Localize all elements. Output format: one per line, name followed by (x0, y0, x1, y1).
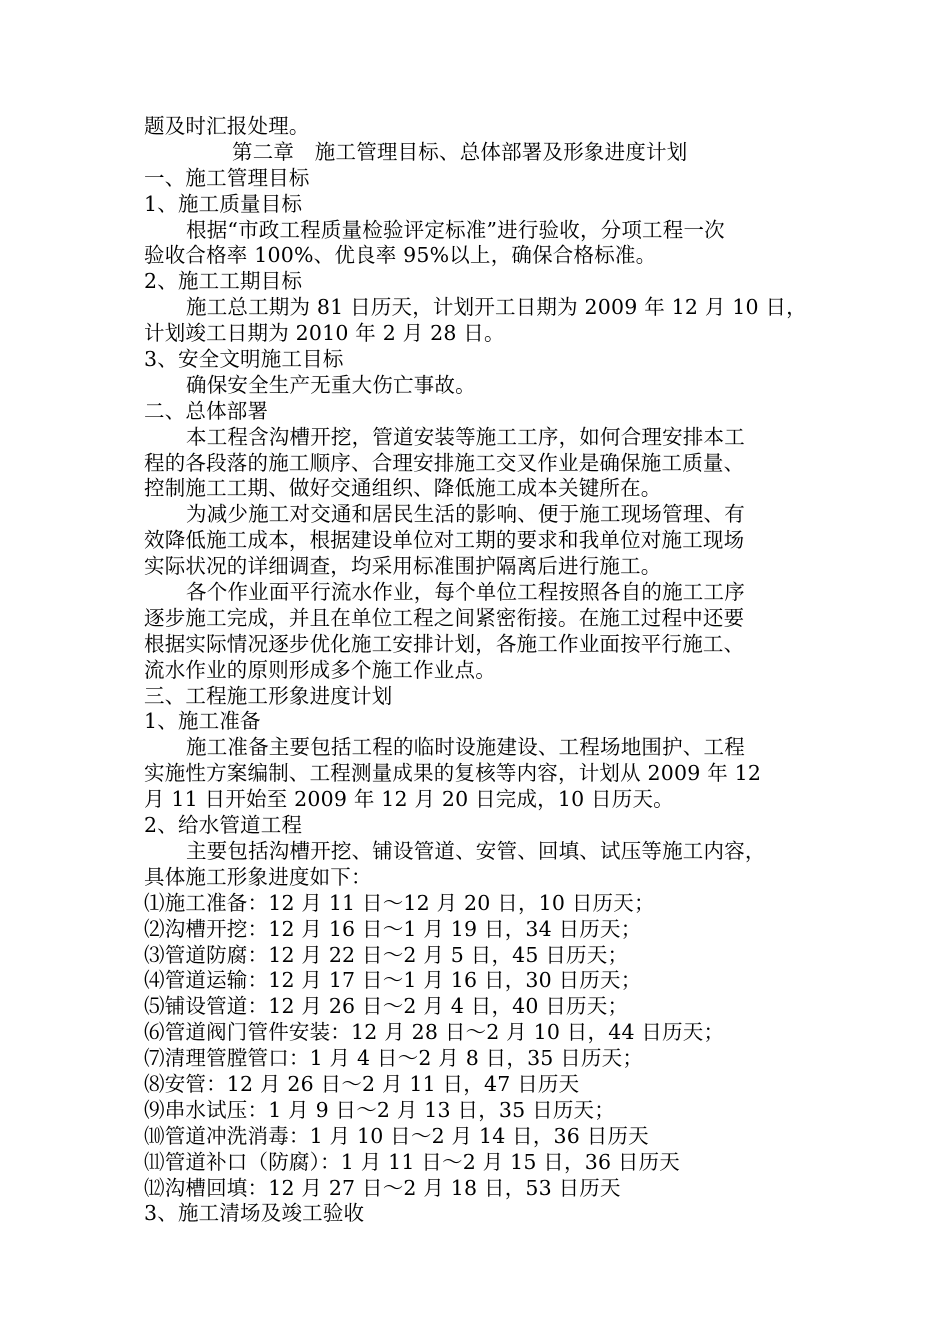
subsection-heading: 2、给水管道工程 (144, 813, 303, 838)
paragraph-line: 具体施工形象进度如下： (144, 864, 372, 889)
schedule-item: ⑵沟槽开挖：12 月 16 日～1 月 19 日，34 日历天； (144, 916, 642, 941)
subsection-heading: 1、施工准备 (144, 709, 261, 734)
paragraph-line: 逐步施工完成，并且在单位工程之间紧密衔接。在施工过程中还要 (144, 605, 745, 630)
paragraph-line: 实施性方案编制、工程测量成果的复核等内容，计划从 2009 年 12 (144, 761, 762, 786)
paragraph-line: 本工程含沟槽开挖，管道安装等施工工序，如何合理安排本工 (186, 424, 745, 449)
schedule-item: ⑹管道阀门管件安装：12 月 28 日～2 月 10 日，44 日历天； (144, 1020, 725, 1045)
schedule-item: ⑻安管：12 月 26 日～2 月 11 日，47 日历天 (144, 1071, 580, 1096)
schedule-item: ⑴施工准备：12 月 11 日～12 月 20 日，10 日历天； (144, 890, 655, 915)
paragraph-line: 主要包括沟槽开挖、铺设管道、安管、回填、试压等施工内容， (186, 838, 766, 863)
subsection-heading: 3、安全文明施工目标 (144, 347, 344, 372)
paragraph-line: 验收合格率 100%、优良率 95%以上，确保合格标准。 (144, 243, 657, 268)
paragraph-line: 月 11 日开始至 2009 年 12 月 20 日完成，10 日历天。 (144, 787, 674, 812)
paragraph-line: 根据“市政工程质量检验评定标准”进行验收，分项工程一次 (186, 217, 725, 242)
section-heading: 一、施工管理目标 (144, 165, 310, 190)
subsection-heading: 3、施工清场及竣工验收 (144, 1201, 365, 1226)
subsection-heading: 1、施工质量目标 (144, 191, 303, 216)
section-heading: 二、总体部署 (144, 398, 269, 423)
schedule-item: ⑼串水试压：1 月 9 日～2 月 13 日，35 日历天； (144, 1097, 615, 1122)
paragraph-line: 施工准备主要包括工程的临时设施建设、工程场地围护、工程 (186, 735, 745, 760)
paragraph-line: 控制施工工期、做好交通组织、降低施工成本关键所在。 (144, 476, 662, 501)
paragraph-line: 为减少施工对交通和居民生活的影响、便于施工现场管理、有 (186, 502, 745, 527)
schedule-item: ⑽管道冲洗消毒：1 月 10 日～2 月 14 日，36 日历天 (144, 1123, 649, 1148)
schedule-item: ⑺清理管膛管口：1 月 4 日～2 月 8 日，35 日历天； (144, 1046, 644, 1071)
paragraph-line: 计划竣工日期为 2010 年 2 月 28 日。 (144, 321, 505, 346)
paragraph-line: 各个作业面平行流水作业，每个单位工程按照各自的施工工序 (186, 580, 745, 605)
text-line: 题及时汇报处理。 (144, 114, 310, 138)
paragraph-line: 实际状况的详细调查，均采用标准围护隔离后进行施工。 (144, 554, 662, 579)
schedule-item: ⑾管道补口（防腐）：1 月 11 日～2 月 15 日，36 日历天 (144, 1149, 681, 1174)
schedule-item: ⑿沟槽回填：12 月 27 日～2 月 18 日，53 日历天 (144, 1175, 621, 1200)
section-heading: 三、工程施工形象进度计划 (144, 683, 393, 708)
subsection-heading: 2、施工工期目标 (144, 269, 303, 294)
schedule-item: ⑸铺设管道：12 月 26 日～2 月 4 日，40 日历天； (144, 994, 629, 1019)
paragraph-line: 确保安全生产无重大伤亡事故。 (186, 372, 476, 397)
paragraph-line: 施工总工期为 81 日历天，计划开工日期为 2009 年 12 月 10 日， (186, 295, 807, 320)
chapter-title: 第二章 施工管理目标、总体部署及形象进度计划 (232, 139, 688, 164)
paragraph-line: 根据实际情况逐步优化施工安排计划，各施工作业面按平行施工、 (144, 631, 745, 656)
paragraph-line: 流水作业的原则形成多个施工作业点。 (144, 657, 496, 682)
schedule-item: ⑶管道防腐：12 月 22 日～2 月 5 日，45 日历天； (144, 942, 629, 967)
paragraph-line: 效降低施工成本，根据建设单位对工期的要求和我单位对施工现场 (144, 528, 745, 553)
schedule-item: ⑷管道运输：12 月 17 日～1 月 16 日，30 日历天； (144, 968, 642, 993)
paragraph-line: 程的各段落的施工顺序、合理安排施工交叉作业是确保施工质量、 (144, 450, 745, 475)
document-page (144, 114, 824, 1227)
